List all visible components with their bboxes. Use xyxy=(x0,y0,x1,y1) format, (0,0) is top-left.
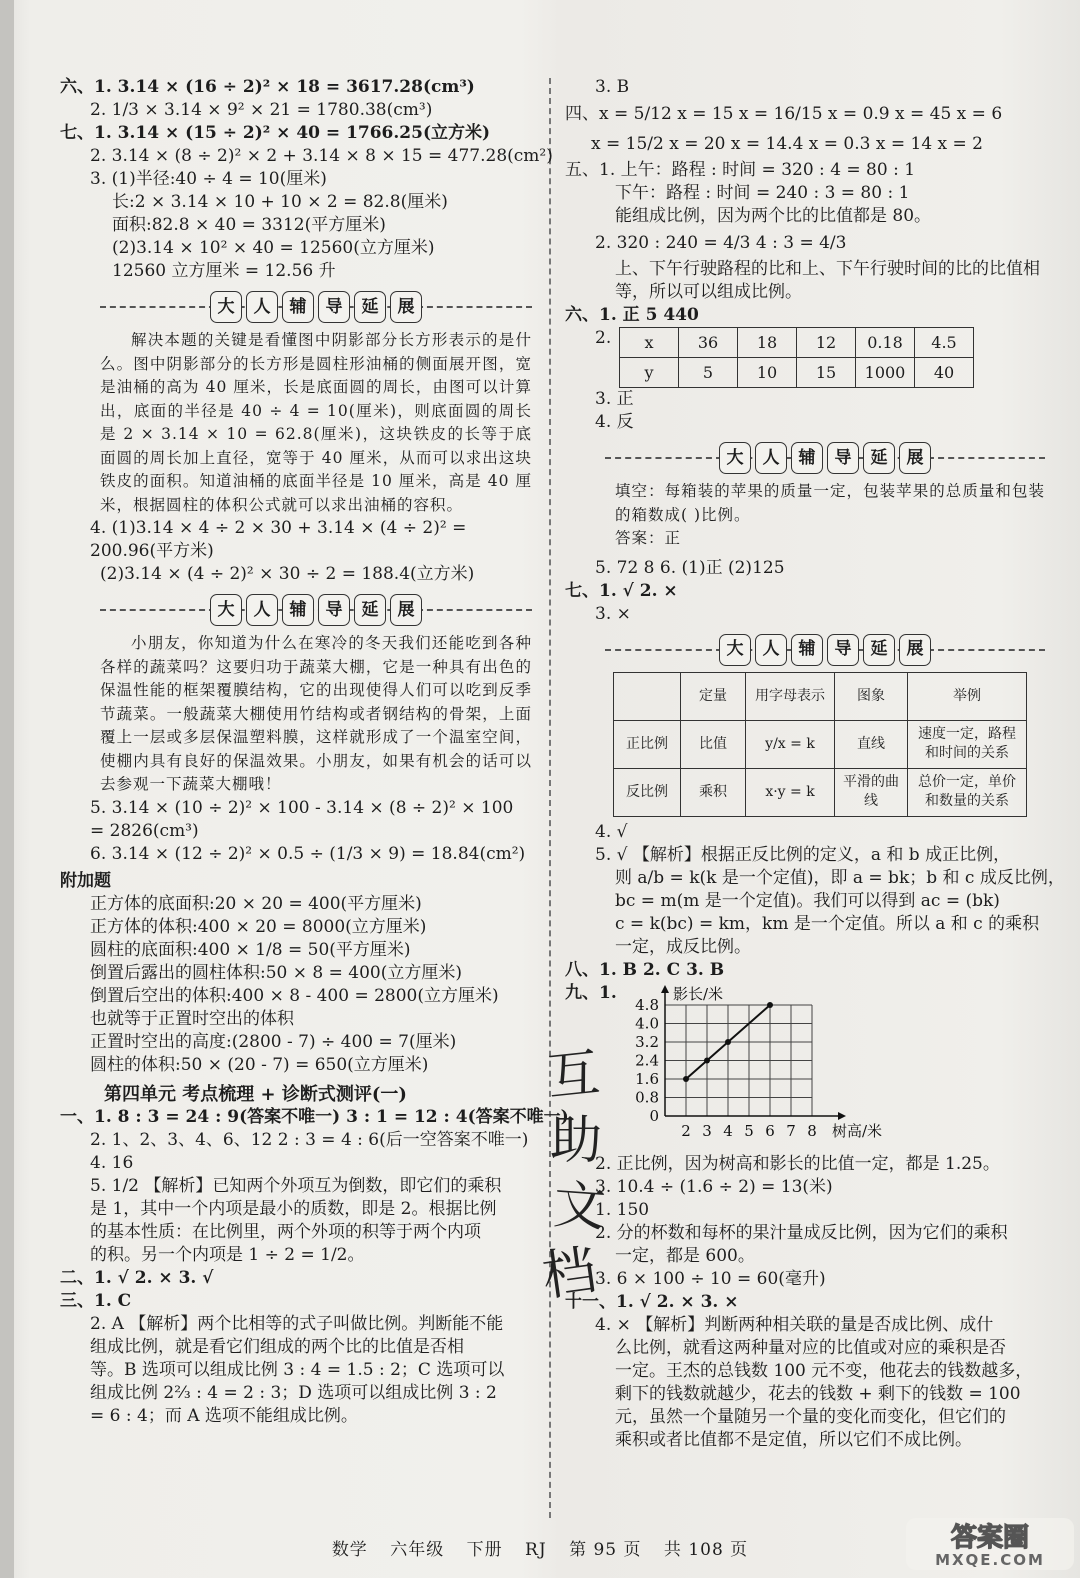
r7-5d: c = k(bc) = km，km 是一个定值。所以 a 和 c 的乘积 xyxy=(615,913,1040,934)
r8: 八、1. B 2. C 3. B xyxy=(565,959,725,980)
y-tick-label: 4.0 xyxy=(635,1014,659,1032)
data-point xyxy=(704,1057,710,1063)
u4-3-2c: 等。B 选项可以组成比例 3 : 4 = 1.5 : 2；C 选项可以 xyxy=(90,1359,505,1380)
answer-7-4a: 4. (1)3.14 × 4 ÷ 2 × 30 + 3.14 × (4 ÷ 2)² = 200.96(平方米) xyxy=(90,518,472,561)
unit4-title: 第四单元 考点梳理 + 诊断式测评(一) xyxy=(104,1083,407,1105)
table-cell: 比值 xyxy=(681,720,746,768)
r5-1a: 五、1. 上午：路程 : 时间 = 320 : 4 = 80 : 1 xyxy=(565,160,916,180)
banner-char: 大 xyxy=(210,594,242,626)
footer-edition: RJ xyxy=(525,1540,547,1560)
table-cell: y/x = k xyxy=(746,720,835,768)
right-column xyxy=(565,76,1065,1452)
r11-4a: 4. × 【解析】判断两种相关联的量是否成比例、成什 xyxy=(595,1314,994,1335)
table-header-row xyxy=(614,672,1027,720)
y-tick-label: 1.6 xyxy=(635,1069,659,1088)
u4-3-2d: 组成比例 2⅔ : 4 = 2 : 3；D 选项可以组成比例 3 : 2 xyxy=(90,1382,497,1403)
tutor-banner-4 xyxy=(605,632,1045,668)
r6-1: 六、1. 正 5 440 xyxy=(565,305,699,325)
footer-total-pages: 共 108 页 xyxy=(663,1540,749,1560)
banner-char: 辅 xyxy=(282,291,314,323)
r11-4f: 乘积或者比值都不是定值，所以它们不成比例。 xyxy=(615,1429,972,1450)
r6-2-label: 2. xyxy=(595,328,612,348)
r10-1: 1. 150 xyxy=(595,1199,650,1220)
banner-char: 导 xyxy=(827,442,859,474)
y-axis-label: 影长/米 xyxy=(673,984,724,1003)
footer-subject: 数学 xyxy=(331,1540,368,1560)
hw-char: 档 xyxy=(538,1238,601,1308)
table-cell: 0.18 xyxy=(856,328,915,358)
u4-1-5d: 的积。另一个内项是 1 ÷ 2 = 1/2。 xyxy=(90,1244,365,1265)
watermark-logo xyxy=(906,1518,1074,1570)
banner-char: 人 xyxy=(755,442,787,474)
u4-1-5a: 5. 1/2 【解析】已知两个外项互为倒数，即它们的乘积 xyxy=(90,1175,502,1196)
footer-page-number: 第 95 页 xyxy=(569,1540,642,1560)
r10-2b: 一定，都是 600。 xyxy=(615,1245,755,1266)
banner-char: 展 xyxy=(899,634,931,666)
r6-3: 3. 正 xyxy=(595,389,634,409)
table-header: 用字母表示 xyxy=(746,672,835,720)
table-cell: 10 xyxy=(738,358,797,388)
x-tick-label: 7 xyxy=(786,1121,796,1140)
banner-char: 辅 xyxy=(791,634,823,666)
fujia-line: 倒置后空出的体积:400 × 8 - 400 = 2800(立方厘米) xyxy=(90,985,499,1006)
tutor-fill-answer: 答案：正 xyxy=(615,529,682,547)
banner-char: 辅 xyxy=(282,594,314,626)
data-point xyxy=(683,1076,689,1082)
table-cell: 正比例 xyxy=(614,720,681,768)
r3: 3. B xyxy=(595,77,630,97)
banner-char: 延 xyxy=(354,291,386,323)
answer-7-1: 七、1. 3.14 × (15 ÷ 2)² × 40 = 1766.25(立方米) xyxy=(60,123,491,143)
tutor-banner-1 xyxy=(100,289,532,325)
table-cell: 36 xyxy=(679,328,738,358)
hw-char: 助 xyxy=(550,1111,603,1171)
r7-5c: bc = m(m 是一个定值)。我们可以得到 ac = (bk) xyxy=(615,890,1000,911)
u4-2: 二、1. √ 2. × 3. √ xyxy=(60,1267,214,1288)
table-cell: 5 xyxy=(679,358,738,388)
r9-2: 2. 正比例，因为树高和影长的比值一定，都是 1.25。 xyxy=(595,1153,1000,1174)
banner-char: 导 xyxy=(318,291,350,323)
r10-3: 3. 6 × 100 ÷ 10 = 60(毫升) xyxy=(595,1268,826,1289)
r11-4e: 元，虽然一个量随另一个量的变化而变化，但它们的 xyxy=(615,1406,1006,1427)
data-point xyxy=(767,1002,773,1008)
x-tick-label: 6 xyxy=(765,1121,775,1140)
r9-3: 3. 10.4 ÷ (1.6 ÷ 2) = 13(米) xyxy=(595,1176,833,1197)
x-tick-label: 3 xyxy=(702,1121,712,1140)
xy-table xyxy=(619,327,974,388)
table-row xyxy=(614,720,1027,768)
r7-5a: 5. √ 【解析】根据正反比例的定义，a 和 b 成正比例， xyxy=(595,844,1011,865)
table-cell: x xyxy=(620,328,679,358)
r7-5b: 则 a/b = k(k 是一个定值)，即 a = bk；b 和 c 成反比例， xyxy=(615,867,1065,888)
table-cell: 平滑的曲线 xyxy=(835,768,908,816)
table-cell: 速度一定，路程和时间的关系 xyxy=(908,720,1027,768)
fujia-line: 正方体的体积:400 × 20 = 8000(立方厘米) xyxy=(90,916,427,937)
x-tick-label: 8 xyxy=(807,1121,817,1140)
r6-5: 5. 72 8 6. (1)正 (2)125 xyxy=(595,557,785,578)
r11-4d: 剩下的钱数就越少，花去的钱数 + 剩下的钱数 = 100 xyxy=(615,1383,1021,1404)
u4-1-1a-text: 一、1. 8 : 3 = 24 : 9(答案不唯一) xyxy=(60,1106,341,1127)
answer-7-6: 6. 3.14 × (12 ÷ 2)² × 0.5 ÷ (1/3 × 9) = 18.84(cm²) xyxy=(90,843,526,864)
watermark-top: 答案圈 xyxy=(950,1523,1030,1553)
u4-3-2b: 组成比例，就是看它们组成的两个比的比值是否相 xyxy=(90,1336,464,1357)
r4a: 四、x = 5/12 x = 15 x = 16/15 x = 0.9 x = 45 x = 6 xyxy=(565,104,1003,124)
table-row xyxy=(614,768,1027,816)
table-cell: x·y = k xyxy=(746,768,835,816)
data-point xyxy=(725,1039,731,1045)
r7-4: 4. √ xyxy=(595,821,628,842)
x-tick-label: 2 xyxy=(681,1121,691,1140)
answer-6-2: 2. 1/3 × 3.14 × 9² × 21 = 1780.38(cm³) xyxy=(90,100,433,120)
tutor-paragraph-1: 解决本题的关键是看懂图中阴影部分长方形表示的是什么。图中阴影部分的长方形是圆柱形油桶的侧面展开图，宽是油桶的高为 40 厘米，长是底面圆的周长，由图可以计算出，底面的半径是 40 ÷ 4 = 10(厘米)，则底面圆的周长是 2 × 3.14 × 10 = 62.8(厘米)，这块铁皮的长等于底面圆的周长加上直径，宽等于 40 厘米，从而可以求出这块铁皮的面积。知道油桶的底面半径是 10 厘米，高是 40 厘米，根据圆柱的体积公式就可以求出油桶的容积。 xyxy=(100,331,532,514)
banner-char: 延 xyxy=(354,594,386,626)
table-cell: 直线 xyxy=(835,720,908,768)
r5-2a: 2. 320 : 240 = 4/3 4 : 3 = 4/3 xyxy=(595,233,847,253)
binding-strip xyxy=(0,0,14,1578)
u4-3-2a: 2. A 【解析】两个比相等的式子叫做比例。判断能不能 xyxy=(90,1313,504,1334)
table-cell: 4.5 xyxy=(915,328,974,358)
x-axis-label: 树高/米 xyxy=(832,1121,883,1140)
tutor-banner-3 xyxy=(605,440,1045,476)
answer-7-5: 5. 3.14 × (10 ÷ 2)² × 100 - 3.14 × (8 ÷ 2)² × 100 = 2826(cm³) xyxy=(90,797,519,841)
fujia-line: 圆柱的底面积:400 × 1/8 = 50(平方厘米) xyxy=(90,939,411,960)
r6-4: 4. 反 xyxy=(595,412,634,432)
u4-3-1: 三、1. C xyxy=(60,1290,132,1311)
banner-char: 人 xyxy=(246,594,278,626)
banner-char: 导 xyxy=(318,594,350,626)
answer-7-3a: 3. (1)半径:40 ÷ 4 = 10(厘米) xyxy=(90,169,327,189)
handwritten-note xyxy=(538,1040,620,1308)
r5-1c: 能组成比例，因为两个比的比值都是 80。 xyxy=(615,206,932,226)
r6-2-row xyxy=(565,327,1045,388)
fujia-line: 圆柱的体积:50 × (20 - 7) = 650(立方厘米) xyxy=(90,1054,429,1075)
banner-char: 延 xyxy=(863,634,895,666)
x-tick-label: 5 xyxy=(744,1121,754,1140)
watermark-bottom: MXQE.COM xyxy=(935,1551,1045,1569)
watermark-svg xyxy=(906,1518,1074,1570)
x-axis-arrow xyxy=(838,1112,846,1120)
tutor-paragraph-2: 小朋友，你知道为什么在寒冷的冬天我们还能吃到各种各样的蔬菜吗？这要归功于蔬菜大棚，它是一种具有出色的保温性能的框架覆膜结构，它的出现使得人们可以吃到反季节蔬菜。一般蔬菜大棚使用竹结构或者钢结构的骨架，上面覆上一层或多层保温塑料膜，这样就形成了一个温室空间，使棚内具有良好的保温效果。小朋友，如果有机会的话可以去参观一下蔬菜大棚哦！ xyxy=(100,634,532,793)
tutor-banner-2 xyxy=(100,592,532,628)
answer-7-3e: 12560 立方厘米 = 12.56 升 xyxy=(112,261,336,281)
tutor-fill-question: 填空：每箱装的苹果的质量一定，包装苹果的总质量和包装的箱数成( )比例。 xyxy=(615,482,1045,524)
u4-1-1 xyxy=(60,1106,569,1129)
answer-7-3d: (2)3.14 × 10² × 40 = 12560(立方厘米) xyxy=(112,238,435,258)
footer-grade: 六年级 xyxy=(390,1540,445,1560)
r7-1: 七、1. √ 2. × xyxy=(565,580,678,601)
fujia-line: 正置时空出的高度:(2800 - 7) ÷ 400 = 7(厘米) xyxy=(90,1031,457,1052)
answer-7-4b: (2)3.14 × (4 ÷ 2)² × 30 ÷ 2 = 188.4(立方米) xyxy=(100,564,475,584)
handwriting-svg xyxy=(538,1040,620,1308)
table-header: 图象 xyxy=(835,672,908,720)
y-tick-label: 4.8 xyxy=(635,995,659,1014)
hw-char: 互 xyxy=(544,1043,603,1109)
table-row xyxy=(620,328,974,358)
answer-7-3b: 长:2 × 3.14 × 10 + 10 × 2 = 82.8(厘米) xyxy=(112,192,448,212)
r5-1b: 下午：路程 : 时间 = 240 : 3 = 80 : 1 xyxy=(615,183,910,203)
fujia-line: 也就等于正置时空出的体积 xyxy=(90,1008,294,1029)
banner-char: 延 xyxy=(863,442,895,474)
y-tick-label: 0.8 xyxy=(635,1088,659,1106)
banner-char: 人 xyxy=(755,634,787,666)
footer-volume: 下册 xyxy=(466,1540,503,1560)
table-row xyxy=(620,358,974,388)
table-header xyxy=(614,672,681,720)
table-cell: y xyxy=(620,358,679,388)
x-tick-label: 4 xyxy=(723,1121,733,1140)
line-chart-svg xyxy=(595,984,895,1146)
u4-1-5c: 的基本性质：在比例里，两个外项的积等于两个内项 xyxy=(90,1221,481,1242)
r9-1: 九、1. xyxy=(565,982,617,1003)
banner-char: 大 xyxy=(719,442,751,474)
banner-char: 导 xyxy=(827,634,859,666)
table-cell: 18 xyxy=(738,328,797,358)
table-cell: 12 xyxy=(797,328,856,358)
r10-2a: 2. 分的杯数和每杯的果汁量成反比例，因为它们的乘积 xyxy=(595,1222,1008,1243)
table-header: 举例 xyxy=(908,672,1027,720)
y-tick-label: 2.4 xyxy=(635,1051,659,1069)
banner-char: 展 xyxy=(899,442,931,474)
r5-2b: 上、下午行驶路程的比和上、下午行驶时间的比的比值相等，所以可以组成比例。 xyxy=(615,259,1040,302)
banner-char: 大 xyxy=(719,634,751,666)
banner-char: 人 xyxy=(246,291,278,323)
banner-char: 展 xyxy=(390,594,422,626)
table-cell: 乘积 xyxy=(681,768,746,816)
table-cell: 1000 xyxy=(856,358,915,388)
banner-char: 展 xyxy=(390,291,422,323)
table-cell: 反比例 xyxy=(614,768,681,816)
fujia-title: 附加题 xyxy=(60,870,111,891)
answer-7-2: 2. 3.14 × (8 ÷ 2)² × 2 + 3.14 × 8 × 15 = 477.28(cm²) xyxy=(90,146,553,166)
r7-3: 3. × xyxy=(595,603,631,624)
fujia-line: 正方体的底面积:20 × 20 = 400(平方厘米) xyxy=(90,893,422,914)
fujia-line: 倒置后露出的圆柱体积:50 × 8 = 400(立方厘米) xyxy=(90,962,462,983)
table-header: 定量 xyxy=(681,672,746,720)
table-cell: 40 xyxy=(915,358,974,388)
table-cell: 15 xyxy=(797,358,856,388)
answer-7-3c: 面积:82.8 × 40 = 3312(平方厘米) xyxy=(112,215,386,235)
r11: 十一、1. √ 2. × 3. × xyxy=(565,1291,739,1312)
u4-1-5b: 是 1，其中一个内项是最小的质数，即是 2。根据比例 xyxy=(90,1198,497,1219)
hw-char: 文 xyxy=(551,1175,608,1239)
shadow-height-chart xyxy=(595,984,1045,1153)
answer-6-1: 六、1. 3.14 × (16 ÷ 2)² × 18 = 3617.28(cm³) xyxy=(60,77,475,97)
r11-4b: 么比例，就看这两种量对应的比值或对应的乘积是否 xyxy=(615,1337,1006,1358)
banner-char: 大 xyxy=(210,291,242,323)
banner-char: 辅 xyxy=(791,442,823,474)
left-column xyxy=(60,76,569,1428)
u4-3-2e: = 6 : 4；而 A 选项不能组成比例。 xyxy=(90,1405,358,1426)
r11-4c: 一定。王杰的总钱数 100 元不变，他花去的钱数越多， xyxy=(615,1360,1033,1381)
proportion-table xyxy=(613,672,1027,817)
origin-label: 0 xyxy=(649,1106,659,1125)
u4-1-1b-text: 3 : 1 = 12 : 4(答案不唯一) xyxy=(346,1106,569,1127)
u4-1-2: 2. 1、2、3、4、6、12 2 : 3 = 4 : 6(后一空答案不唯一) xyxy=(90,1129,529,1150)
r7-5e: 一定，成反比例。 xyxy=(615,936,751,957)
table-cell: 总价一定，单价和数量的关系 xyxy=(908,768,1027,816)
y-tick-label: 3.2 xyxy=(635,1032,659,1051)
r4b: x = 15/2 x = 20 x = 14.4 x = 0.3 x = 14 x = 2 xyxy=(591,134,983,154)
u4-1-4: 4. 16 xyxy=(90,1152,134,1173)
